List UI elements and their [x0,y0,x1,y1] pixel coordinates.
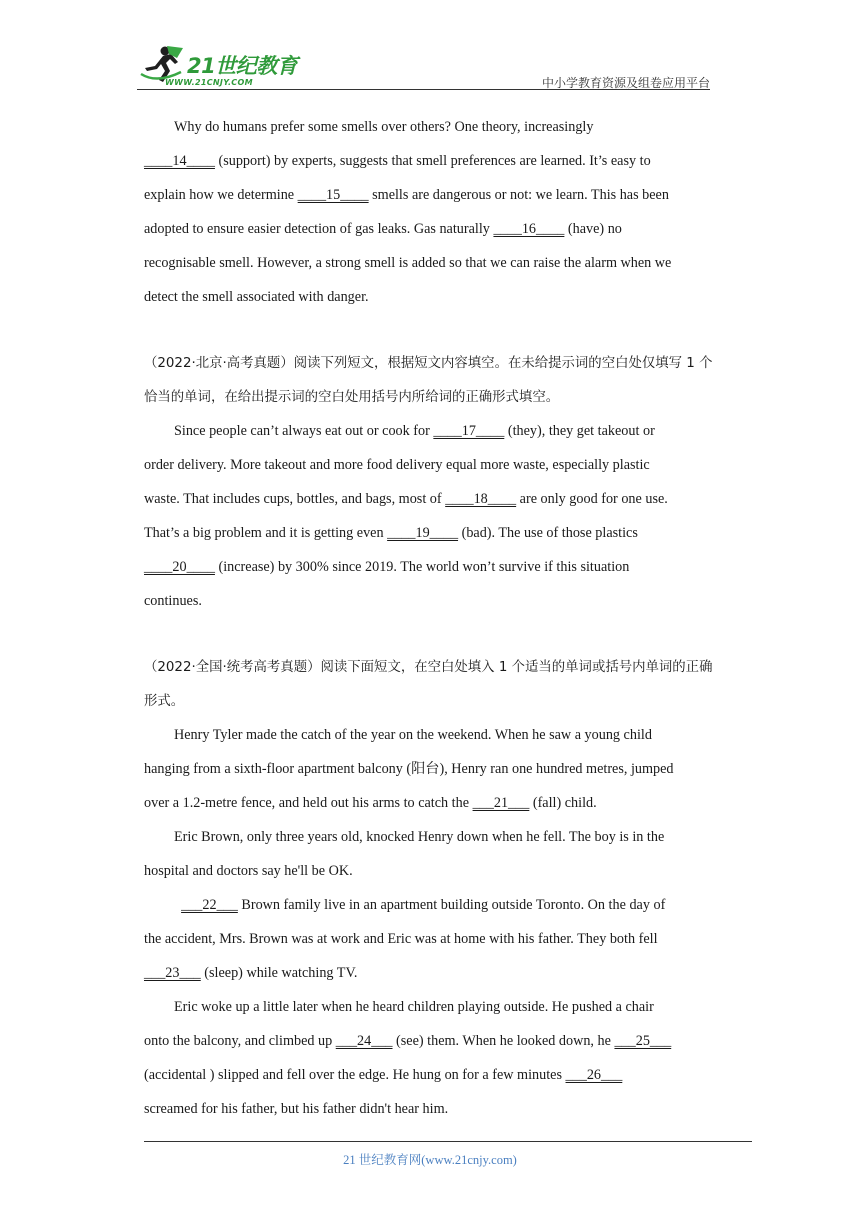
question-instruction: （2022·北京·高考真题）阅读下列短文，根据短文内容填空。在未给提示词的空白处仅填写 1 个恰当的单词，在给出提示词的空白处用括号内所给词的正确形式填空。 [144,356,713,405]
text-line: ___22___ Brown family live in an apartment building outside Toronto. On the day of [181,897,666,913]
blank-25: ___25___ [614,1033,672,1049]
page-footer [0,1150,860,1169]
text-line: That’s a big problem and it is getting even ____19____ (bad). The use of those plastics [144,525,638,541]
text-line: ___23___ (sleep) while watching TV. [144,965,358,981]
text-line: recognisable smell. However, a strong smell is added so that we can raise the alarm when we [144,255,672,271]
blank-22: ___22___ [181,897,238,913]
passage-2 [144,347,719,618]
text-line: order delivery. More takeout and more food delivery equal more waste, especially plastic [144,457,650,473]
blank-14: ____14____ [144,153,215,169]
text-line: Why do humans prefer some smells over others? One theory, increasingly [174,119,594,135]
document-body [144,110,719,1126]
text-line: Henry Tyler made the catch of the year on the weekend. When he saw a young child [174,727,652,743]
blank-19: ____19____ [387,525,459,541]
text-line: the accident, Mrs. Brown was at work and Eric was at home with his father. They both fell [144,931,658,947]
blank-17: ____17____ [433,423,505,439]
blank-23: ___23___ [144,965,201,981]
text-line: explain how we determine ____15____ smells are dangerous or not: we learn. This has been [144,187,669,203]
text-line: hanging from a sixth-floor apartment balcony (阳台), Henry ran one hundred metres, jumped [144,761,674,777]
text-line: waste. That includes cups, bottles, and bags, most of ____18____ are only good for one use. [144,491,668,507]
text-line: onto the balcony, and climbed up ___24___ (see) them. When he looked down, he ___25___ [144,1033,672,1049]
text-line: detect the smell associated with danger. [144,289,369,305]
text-line: Since people can’t always eat out or cook for ____17____ (they), they get takeout or [174,423,655,439]
logo [137,44,307,88]
blank-26: ___26___ [565,1067,623,1083]
text-line: over a 1.2-metre fence, and held out his arms to catch the ___21___ (fall) child. [144,795,597,811]
page-header [137,40,710,92]
blank-20: ____20____ [144,559,215,575]
passage-3 [144,651,719,1126]
text-line: continues. [144,593,202,609]
footer-divider [144,1141,752,1142]
header-divider [137,89,710,90]
text-line: screamed for his father, but his father didn't hear him. [144,1101,449,1117]
passage-1 [144,110,719,314]
blank-21: ___21___ [472,795,530,811]
text-line: Eric Brown, only three years old, knocked Henry down when he fell. The boy is in the [174,829,665,845]
text-line: adopted to ensure easier detection of gas leaks. Gas naturally ____16____ (have) no [144,221,622,237]
text-line: ____20____ (increase) by 300% since 2019. The world won’t survive if this situation [144,559,630,575]
logo-text: 21世纪教育 [187,54,298,78]
blank-24: ___24___ [335,1033,393,1049]
text-line: Eric woke up a little later when he heard children playing outside. He pushed a chair [174,999,654,1015]
footer-link[interactable]: 21 世纪教育网(www.21cnjy.com) [343,1153,517,1167]
text-line: (accidental ) slipped and fell over the edge. He hung on for a few minutes ___26___ [144,1067,623,1083]
text-line: ____14____ (support) by experts, suggests that smell preferences are learned. It’s easy to [144,153,651,169]
blank-16: ____16____ [493,221,565,237]
platform-title: 中小学教育资源及组卷应用平台 [541,76,710,90]
question-instruction: （2022·全国·统考高考真题）阅读下面短文，在空白处填入 1 个适当的单词或括号内单词的正确形式。 [144,660,713,709]
blank-15: ____15____ [297,187,369,203]
logo-url: WWW.21CNJY.COM [165,78,253,87]
blank-18: ____18____ [445,491,517,507]
text-line: hospital and doctors say he'll be OK. [144,863,353,879]
